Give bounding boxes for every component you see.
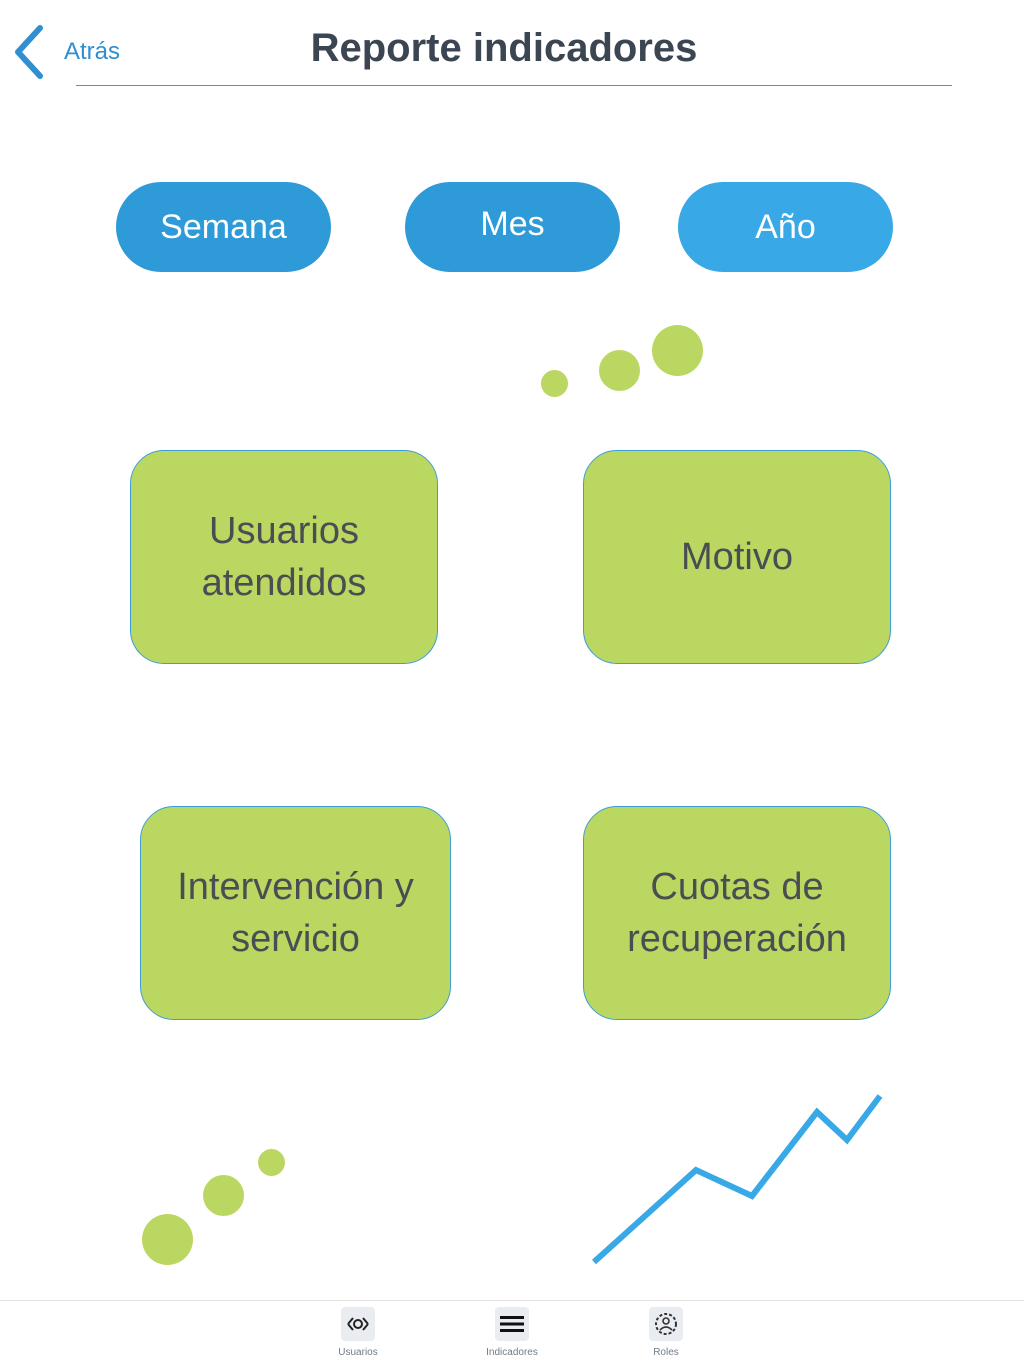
card-label [627, 861, 847, 965]
card-label-line: Cuotas de [650, 866, 824, 908]
bottom-tab-bar [0, 1300, 1024, 1368]
tab-users[interactable] [313, 1307, 403, 1358]
decor-dot [599, 350, 640, 391]
decor-dot [652, 325, 703, 376]
card-label-line: Intervención y [177, 866, 414, 908]
card-label: Motivo [681, 536, 793, 578]
tab-roles[interactable] [621, 1307, 711, 1358]
decor-dot [258, 1149, 285, 1176]
roles-icon [649, 1307, 683, 1341]
trend-line-decoration [586, 1088, 886, 1268]
week-button[interactable]: Semana [116, 182, 331, 272]
tab-indicators[interactable] [467, 1307, 557, 1358]
menu-icon [495, 1307, 529, 1341]
motive-card[interactable] [583, 450, 891, 664]
month-button[interactable]: Mes [405, 182, 620, 272]
decor-dot [142, 1214, 193, 1265]
decor-dot [203, 1175, 244, 1216]
year-button[interactable]: Año [678, 182, 893, 272]
card-label [177, 861, 414, 965]
users-icon [341, 1307, 375, 1341]
tab-roles-label: Roles [653, 1347, 679, 1358]
card-label-line: recuperación [627, 918, 847, 960]
intervention-service-card[interactable] [140, 806, 451, 1020]
card-label-line: Usuarios [209, 510, 359, 552]
header-divider [76, 85, 952, 86]
page-title [0, 26, 1024, 71]
tab-indicators-label: Indicadores [486, 1347, 538, 1358]
recovery-fees-card[interactable] [583, 806, 891, 1020]
card-label-line: atendidos [201, 562, 367, 604]
card-label-line: servicio [231, 918, 360, 960]
tab-users-label: Usuarios [338, 1347, 378, 1358]
card-label [202, 505, 367, 609]
decor-dot [541, 370, 568, 397]
back-label: Atrás [64, 38, 121, 65]
users-attended-card[interactable] [130, 450, 438, 664]
page-title-text: Reporte indicadores [310, 26, 698, 70]
